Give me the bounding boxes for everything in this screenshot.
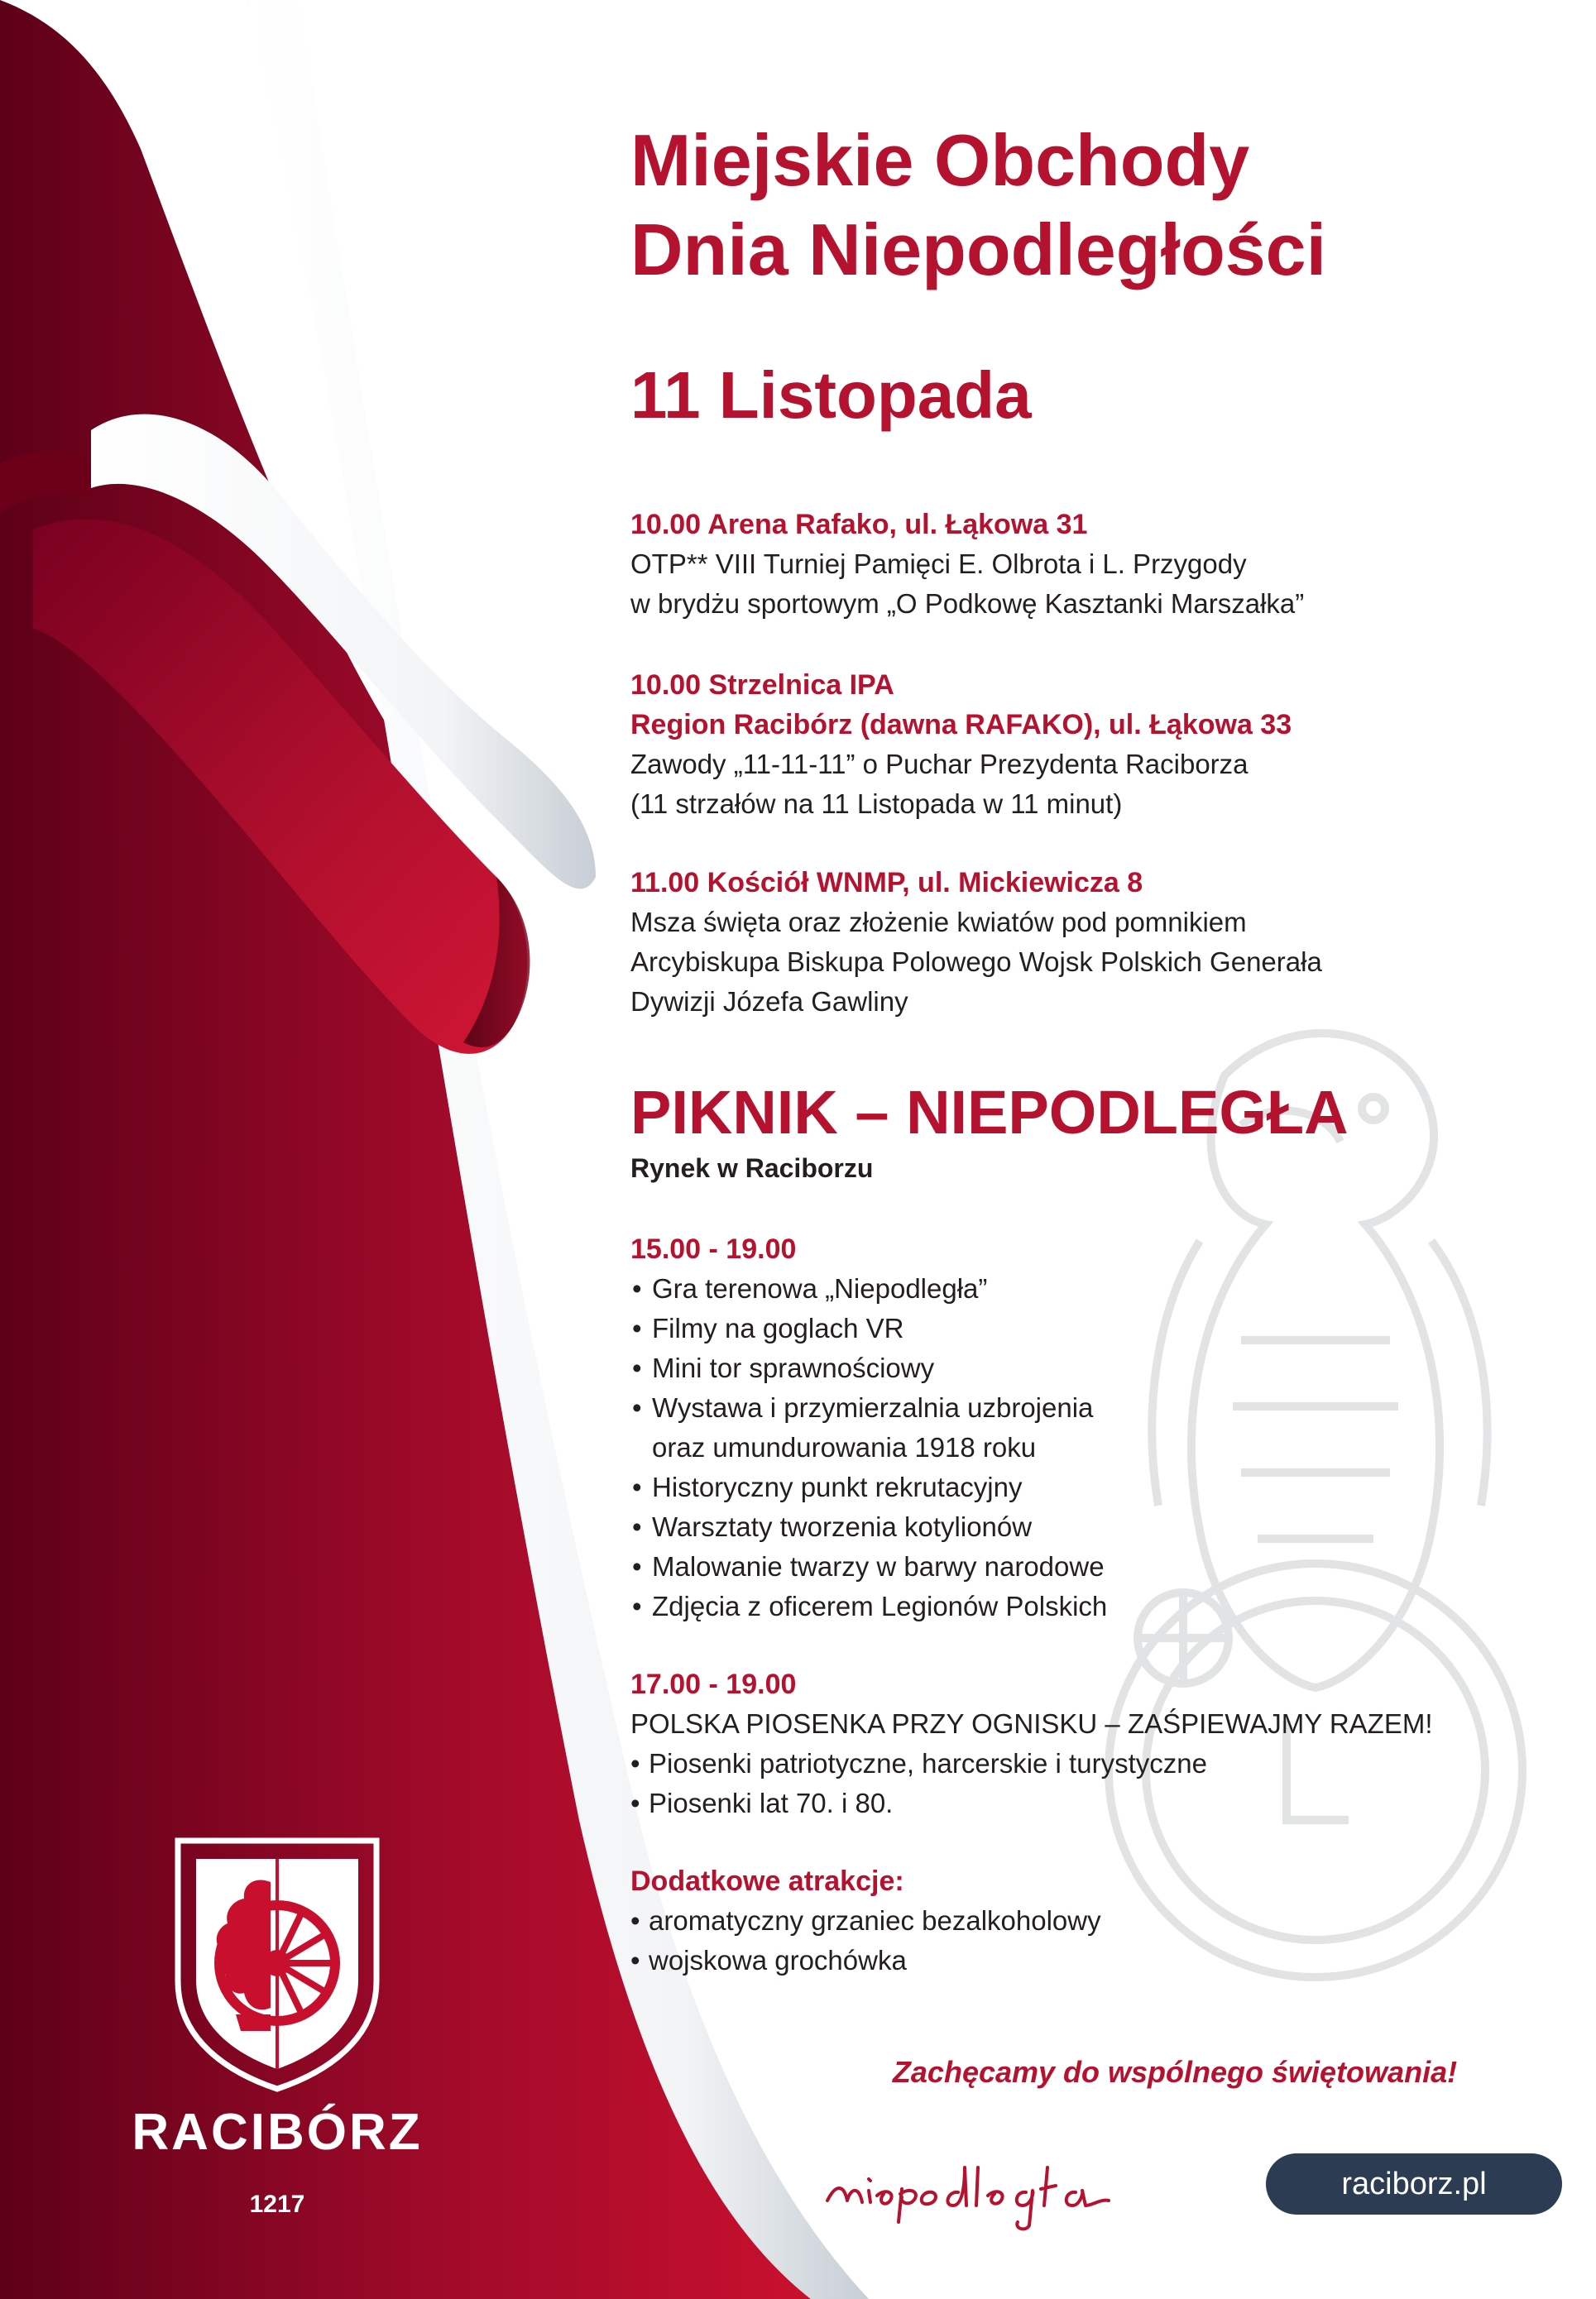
list-item: • Wystawa i przymierzalnia uzbrojenia oraz umundurowania 1918 roku: [630, 1388, 1557, 1468]
list-item: • Filmy na goglach VR: [632, 1313, 904, 1343]
title-line-1: Miejskie Obchody: [630, 119, 1250, 201]
website-link[interactable]: raciborz.pl: [1266, 2153, 1562, 2215]
activity-list: [630, 1269, 1557, 1626]
song-list: [630, 1744, 1557, 1823]
niepodlegla-signature-logo: [819, 2143, 1216, 2234]
extras-list: [630, 1901, 1557, 1980]
time-slot: 15.00 - 19.00: [630, 1233, 797, 1265]
list-item: • Warsztaty tworzenia kotylionów: [632, 1511, 1033, 1542]
event-item: [630, 505, 1557, 624]
list-item: • aromatyczny grzaniec bezalkoholowy: [630, 1905, 1101, 1936]
event-item: [630, 863, 1557, 1022]
extras-section: [630, 1861, 1557, 1980]
list-item: • Zdjęcia z oficerem Legionów Polskich: [632, 1591, 1108, 1621]
list-item: • Mini tor sprawnościowy: [632, 1353, 935, 1383]
slot-title: POLSKA PIOSENKA PRZY OGNISKU – ZAŚPIEWAJMY RAZEM!: [630, 1708, 1433, 1739]
list-item: • Malowanie twarzy w barwy narodowe: [632, 1551, 1105, 1582]
event-description: Arcybiskupa Biskupa Polowego Wojsk Polskich Generała: [630, 946, 1322, 977]
event-description: OTP** VIII Turniej Pamięci E. Olbrota i L. Przygody: [630, 548, 1247, 579]
city-name: RACIBÓRZ: [132, 2104, 423, 2161]
event-date: 11 Listopada: [630, 358, 1032, 432]
title-line-2: Dnia Niepodległości: [630, 208, 1327, 290]
picnic-schedule-2: [630, 1664, 1557, 1823]
raciborz-crest-icon: [161, 1824, 393, 2097]
city-founding-year: 1217: [249, 2191, 305, 2218]
picnic-schedule-1: [630, 1229, 1557, 1626]
list-item: • Piosenki patriotyczne, harcerskie i turystyczne: [630, 1748, 1207, 1779]
list-item: • Piosenki lat 70. i 80.: [630, 1788, 894, 1818]
event-description: Zawody „11-11-11” o Puchar Prezydenta Raciborza: [630, 749, 1249, 779]
list-item: • wojskowa grochówka: [630, 1945, 907, 1976]
closing-message: Zachęcamy do wspólnego świętowania!: [892, 2055, 1458, 2089]
event-heading: Region Racibórz (dawna RAFAKO), ul. Łąkowa 33: [630, 709, 1292, 740]
extras-title: Dodatkowe atrakcje:: [630, 1866, 904, 1897]
list-item: • Historyczny punkt rekrutacyjny: [632, 1472, 1023, 1502]
event-description: Msza święta oraz złożenie kwiatów pod pomnikiem: [630, 907, 1247, 937]
main-title: [630, 116, 1565, 295]
picnic-title: PIKNIK – NIEPODLEGŁA: [630, 1078, 1349, 1147]
event-description: Dywizji Józefa Gawliny: [630, 986, 908, 1017]
list-item-continuation: oraz umundurowania 1918 roku: [652, 1432, 1037, 1463]
picnic-location: Rynek w Raciborzu: [630, 1153, 874, 1183]
event-item: [630, 665, 1557, 824]
time-slot: 17.00 - 19.00: [630, 1669, 797, 1700]
event-description: (11 strzałów na 11 Listopada w 11 minut): [630, 788, 1123, 819]
event-heading: 10.00 Strzelnica IPA: [630, 669, 894, 701]
event-description: w brydżu sportowym „O Podkowę Kasztanki Marszałka”: [630, 588, 1305, 619]
list-item: • Gra terenowa „Niepodległa”: [632, 1273, 988, 1304]
event-heading: 10.00 Arena Rafako, ul. Łąkowa 31: [630, 509, 1088, 540]
event-heading: 11.00 Kościół WNMP, ul. Mickiewicza 8: [630, 867, 1143, 898]
